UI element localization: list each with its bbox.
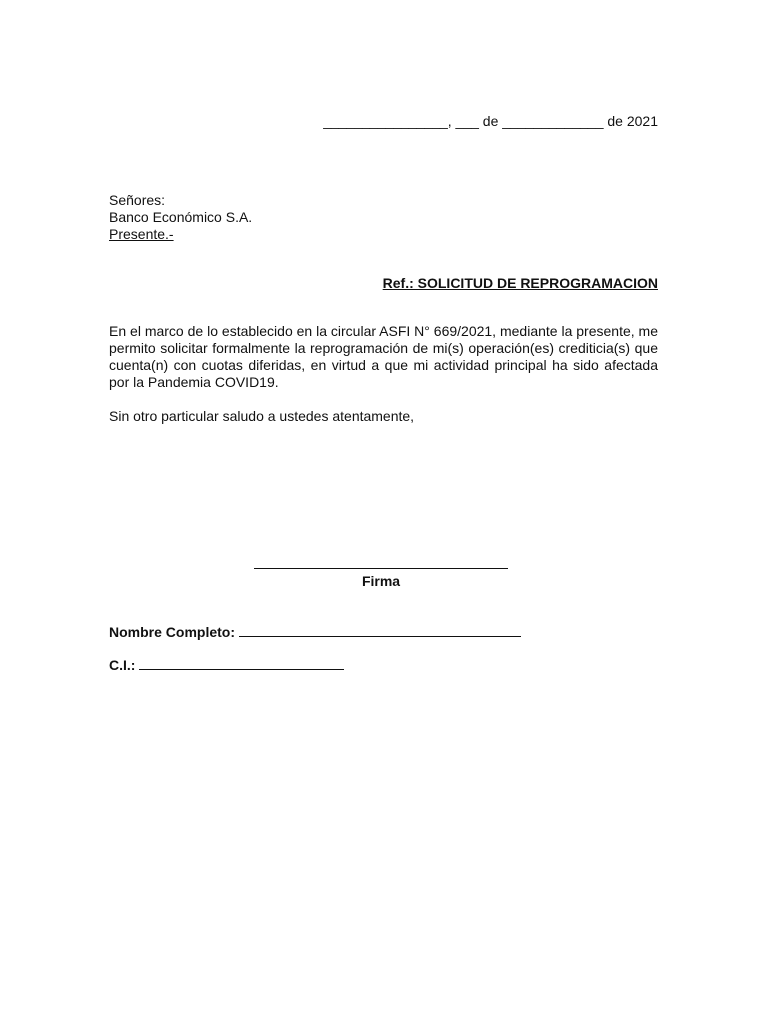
full-name-field <box>109 623 521 641</box>
closing-text: Sin otro particular saludo a ustedes atentamente, <box>109 408 415 424</box>
date-line: ________________, ___ de _____________ de 2021 <box>323 113 658 129</box>
recipient-salutation: Señores: <box>109 192 166 208</box>
full-name-blank[interactable] <box>239 623 521 637</box>
recipient-bank-name: Banco Económico S.A. <box>109 209 253 225</box>
body-paragraph: En el marco de lo establecido en la circular ASFI N° 669/2021, mediante la presente, me permito solicitar formalmente la reprogramación de mi(s) operación(es) crediticia(s) que cuenta(n) con cuotas diferidas, en virtud a que mi actividad principal ha sido afectada por la Pandemia COVID19. <box>109 323 658 390</box>
signature-line <box>254 568 508 569</box>
full-name-label: Nombre Completo: <box>109 624 235 640</box>
ci-label: C.I.: <box>109 657 136 673</box>
signature-label: Firma <box>361 573 401 589</box>
ci-blank[interactable] <box>139 656 344 670</box>
ci-field <box>109 656 344 674</box>
recipient-presente: Presente.- <box>109 226 174 242</box>
reference-subject: Ref.: SOLICITUD DE REPROGRAMACION <box>382 275 658 291</box>
